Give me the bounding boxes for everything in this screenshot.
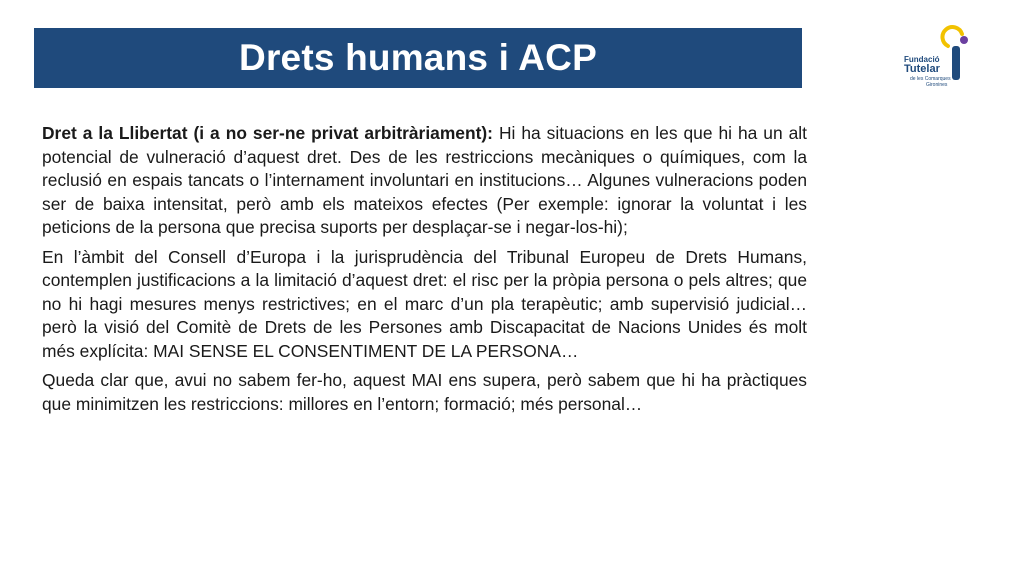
slide-title: Drets humans i ACP (239, 37, 597, 78)
logo-text-line4: Gironines (926, 82, 948, 88)
logo-text-line2: Tutelar (904, 63, 940, 75)
paragraph-right-to-liberty (42, 122, 807, 240)
paragraph-text: Hi ha situacions en les que hi ha un alt potencial de vulneració d’aquest dret. Des de les restriccions mecàniques o químiques, com la reclusió en espais tancats o l’internament involuntari en institucions… Algunes vulneracions poden ser de baixa intensitat, però amb els mateixos efectes (Per exemple: ignorar la voluntat i les peticions de la persona que precisa suports per desplaçar-se i negar-los-hi); (42, 123, 807, 237)
slide-body (42, 122, 807, 422)
logo-text-line1: Fundació (904, 55, 940, 64)
title-bar (34, 28, 802, 88)
paragraph-conclusion: Queda clar que, avui no sabem fer-ho, aquest MAI ens supera, però sabem que hi ha pràctiques que minimitzen les restriccions: millores en l’entorn; formació; més personal… (42, 370, 807, 414)
fundacio-tutelar-logo (896, 24, 976, 88)
paragraph-council-of-europe: En l’àmbit del Consell d’Europa i la jurisprudència del Tribunal Europeu de Drets Humans, contemplen justificacions a la limitació d’aquest dret: el risc per la pròpia persona o pels altres; que no hi hagi mesures menys restrictives; en el marc d’un pla terapèutic; amb supervisió judicial… però la visió del Comitè de Drets de les Persones amb Discapacitat de Nacions Unides és molt més explícita: MAI SENSE EL CONSENTIMENT DE LA PERSONA… (42, 246, 807, 361)
paragraph-lead: Dret a la Llibertat (i a no ser-ne privat arbitràriament): (42, 123, 493, 143)
logo-text-line3: de les Comarques (910, 76, 951, 82)
